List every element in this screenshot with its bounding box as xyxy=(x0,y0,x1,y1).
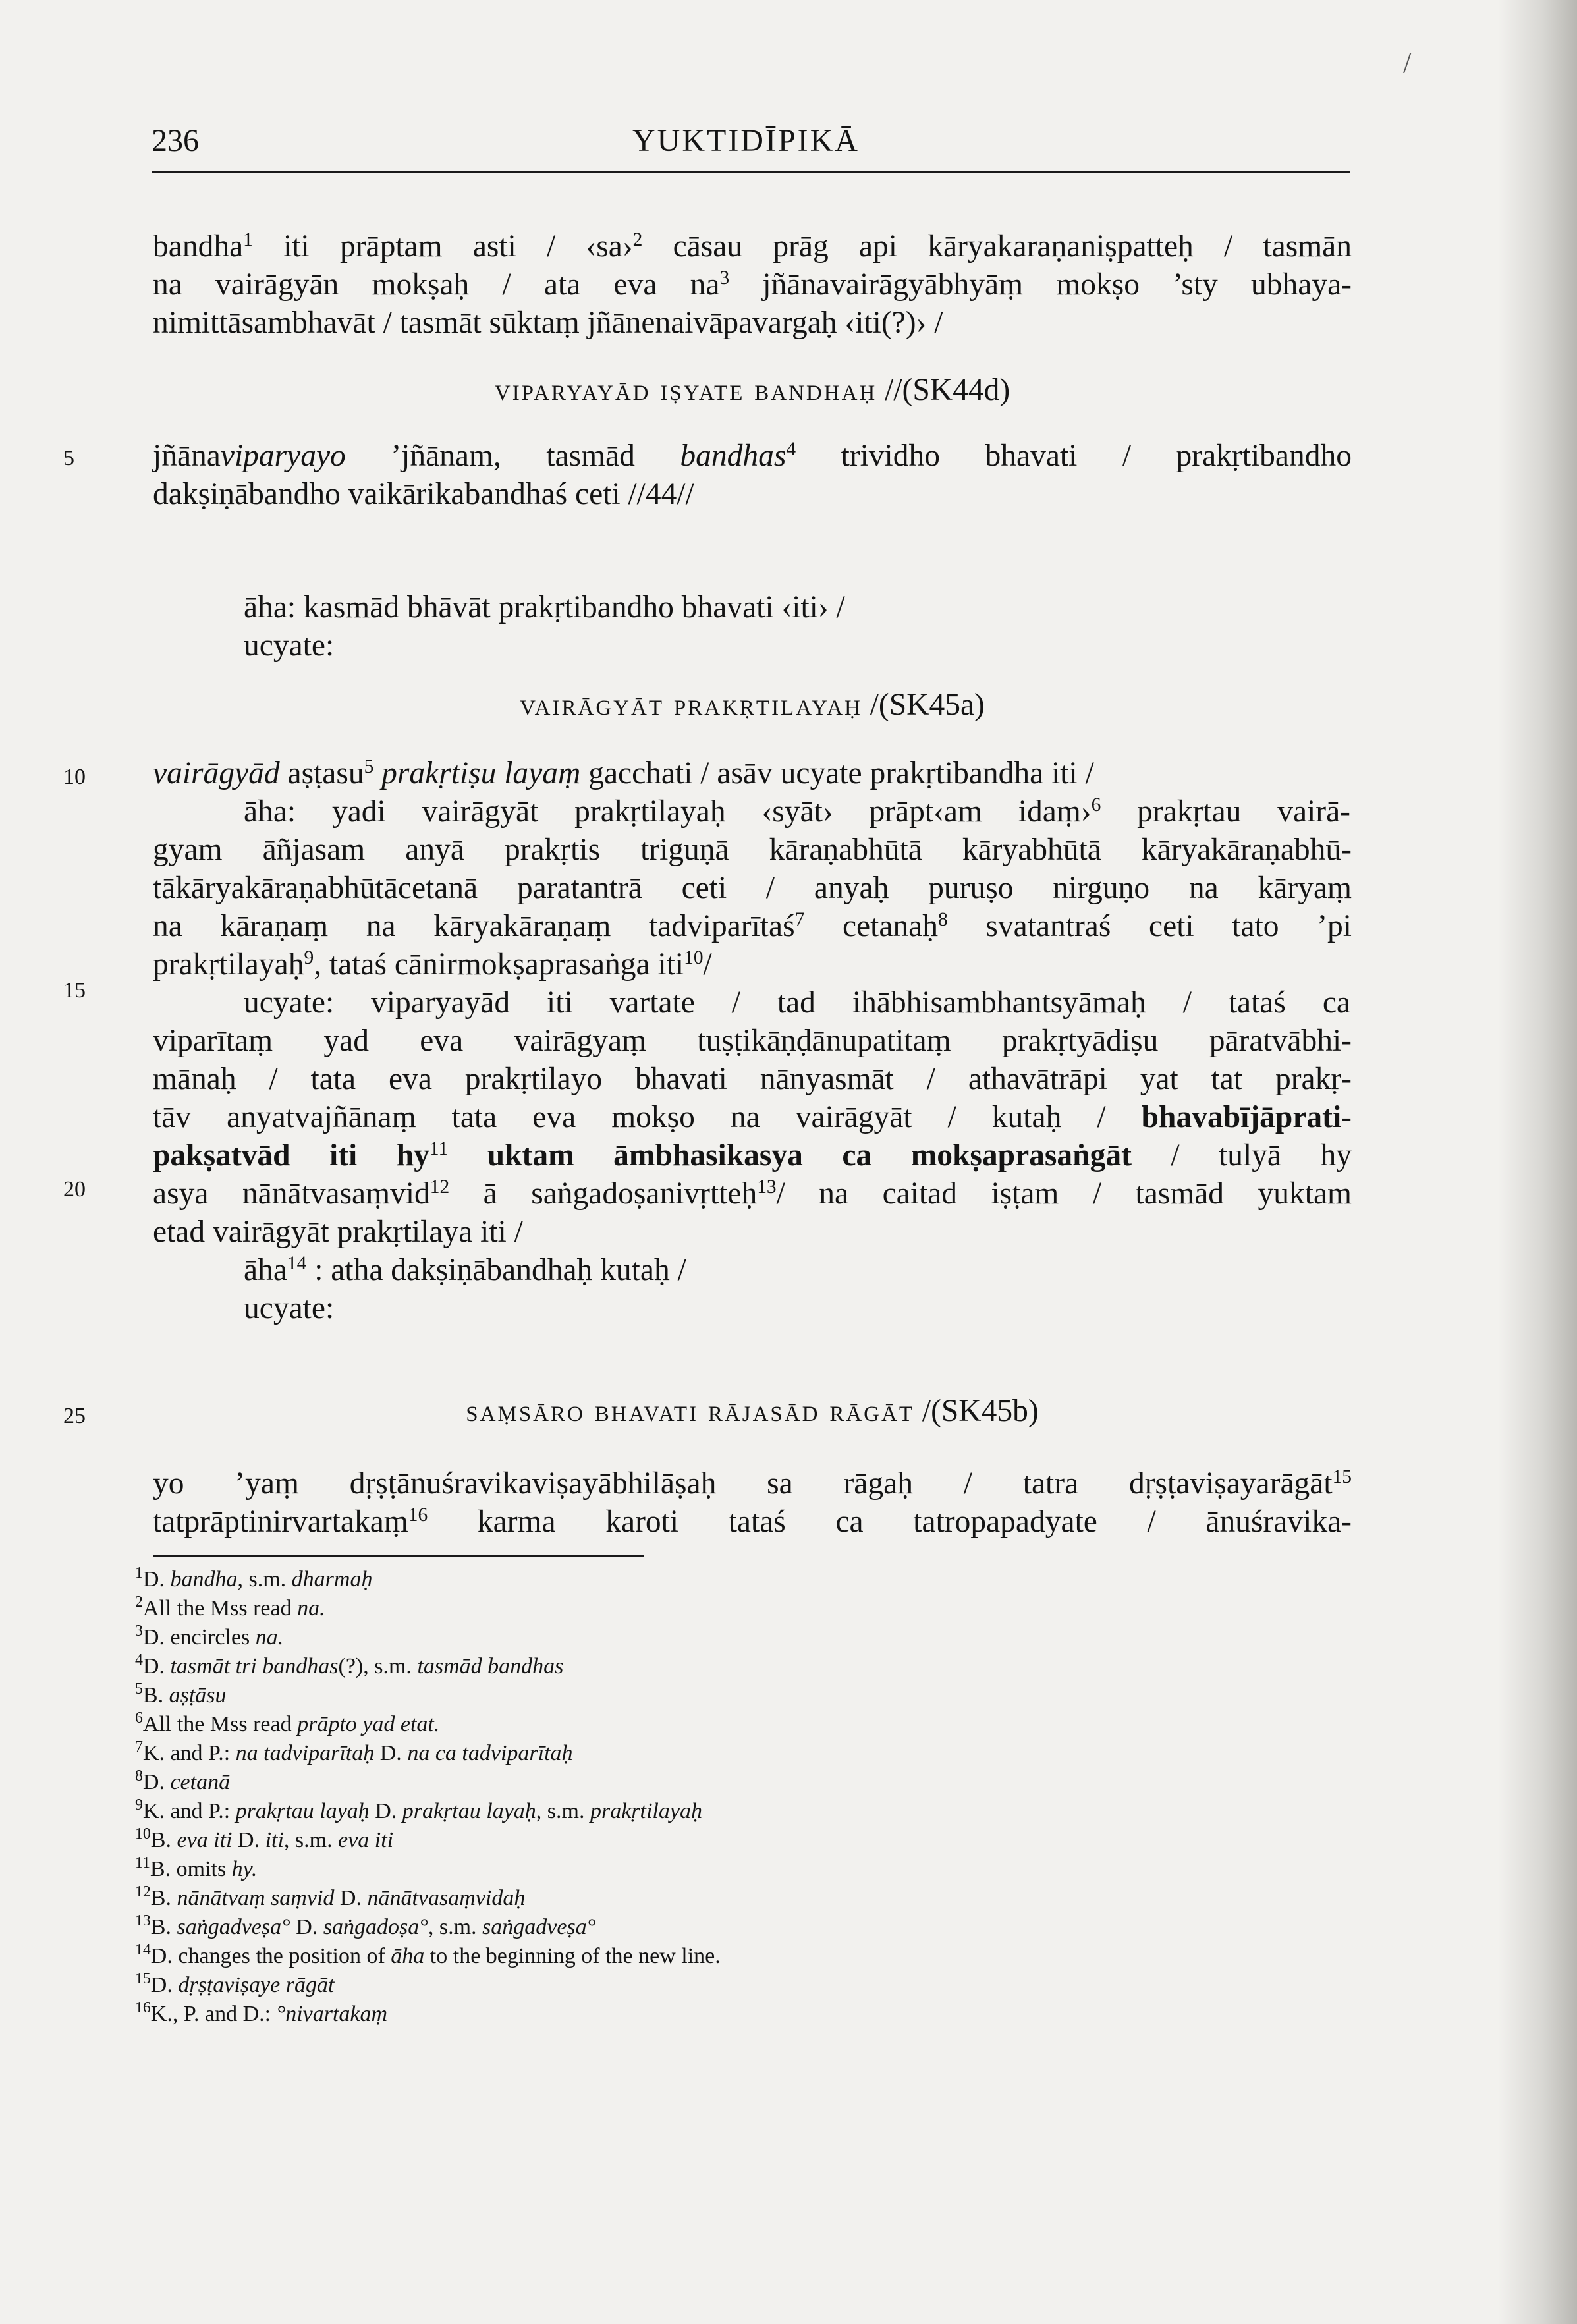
footnote-12: $^{12}$B. nānātvaṃ saṃvid D. nānātvasaṃvidaḥ xyxy=(135,1883,526,1910)
text-line-26: yo ’yaṃ dṛṣṭānuśravikaviṣayābhilāṣaḥ sa rāgaḥ / tatra dṛṣṭaviṣayarāgāt$^{15}$ xyxy=(153,1466,1352,1501)
footnote-16: $^{16}$K., P. and D.: °nivartakaṃ xyxy=(135,1999,388,2026)
line-number-20: 20 xyxy=(63,1177,86,1202)
text-line-7: āha: kasmād bhāvāt prakṛtibandho bhavati ‹iti› / xyxy=(244,590,845,624)
footnote-10: $^{10}$B. eva iti D. iti, s.m. eva iti xyxy=(135,1825,394,1852)
karika-heading-45b: saṃsāro bhavati rājasād rāgāt /(SK45b) xyxy=(466,1394,1039,1428)
karika-heading-45a: vairāgyāt prakṛtilayaḥ /(SK45a) xyxy=(520,688,985,722)
text-line-19: tāv anyatvajñānaṃ tata eva mokṣo na vairāgyāt / kutaḥ / bhavabījāprati- xyxy=(153,1100,1352,1134)
text-line-10: vairāgyād aṣṭasu$^5$ prakṛtiṣu layaṃ gacchati / asāv ucyate prakṛtibandha iti / xyxy=(153,756,1094,790)
footnote-3: $^3$D. encircles na. xyxy=(135,1622,284,1649)
text-line-20: pakṣatvād iti $hy^{11}$ uktam āmbhasikasya ca mokṣaprasaṅgāt / tulyā hy xyxy=(153,1138,1352,1173)
line-number-25: 25 xyxy=(63,1404,86,1428)
page-number: 236 xyxy=(152,123,199,158)
text-line-22: etad vairāgyāt prakṛtilaya iti / xyxy=(153,1215,523,1249)
text-line-1: bandha$^1$ iti prāptam asti / ‹sa›$^2$ cāsau prāg api kāryakaraṇaniṣpatteḥ / tasmān xyxy=(153,229,1352,263)
footnote-rule xyxy=(153,1555,644,1557)
footnote-5: $^5$B. aṣṭāsu xyxy=(135,1680,227,1707)
text-line-17: viparītaṃ yad eva vairāgyaṃ tuṣṭikāṇḍānupatitaṃ prakṛtyādiṣu pāratvābhi- xyxy=(153,1024,1352,1058)
text-line-11: āha: yadi vairāgyāt prakṛtilayaḥ ‹syāt› prāpt‹am idaṃ›$^6$ prakṛtau vairā- xyxy=(244,794,1350,829)
footnote-7: $^7$K. and P.: na tadviparītaḥ D. na ca tadviparītaḥ xyxy=(135,1738,573,1765)
text-line-12: gyam āñjasam anyā prakṛtis triguṇā kāraṇabhūtā kāryabhūtā kāryakāraṇabhū- xyxy=(153,833,1352,867)
footnote-6: $^6$All the Mss read prāpto yad etat. xyxy=(135,1709,440,1736)
text-line-15: prakṛtilayaḥ$^9$, tataś cānirmokṣaprasaṅga iti$^{10}$/ xyxy=(153,947,712,982)
footnote-2: $^2$All the Mss read na. xyxy=(135,1593,325,1620)
text-line-21: asya nānātvasaṃvid$^{12}$ ā saṅgadoṣanivṛtteḥ$^{13}$/ na caitad iṣṭam / tasmād yuktam xyxy=(153,1176,1352,1211)
footnote-15: $^{15}$D. dṛṣṭaviṣaye rāgāt xyxy=(135,1970,335,1997)
footnote-13: $^{13}$B. saṅgadveṣa° D. saṅgadoṣa°, s.m. saṅgadveṣa° xyxy=(135,1912,596,1939)
text-line-27: tatprāptinirvartakaṃ$^{16}$ karma karoti tataś ca tatropapadyate / ānuśravika- xyxy=(153,1504,1352,1539)
line-number-10: 10 xyxy=(63,765,86,789)
text-line-13: tākāryakāraṇabhūtācetanā paratantrā ceti / anyaḥ puruṣo nirguṇo na kāryaṃ xyxy=(153,871,1352,905)
footnote-11: $^{11}$B. omits hy. xyxy=(135,1854,258,1881)
running-title: YUKTIDĪPIKĀ xyxy=(632,123,860,158)
footnote-4: $^4$D. tasmāt tri bandhas(?), s.m. tasmād bandhas xyxy=(135,1651,564,1678)
text-line-8: ucyate: xyxy=(244,628,335,663)
text-line-24: ucyate: xyxy=(244,1291,335,1325)
line-number-5: 5 xyxy=(63,446,74,470)
margin-mark: / xyxy=(1403,47,1412,79)
footnote-8: $^8$D. cetanā xyxy=(135,1767,231,1794)
footnote-14: $^{14}$D. changes the position of āha to the beginning of the new line. xyxy=(135,1941,721,1968)
text-line-16: ucyate: viparyayād iti vartate / tad ihābhisambhantsyāmaḥ / tataś ca xyxy=(244,985,1350,1020)
line-number-15: 15 xyxy=(63,978,86,1003)
text-line-6: dakṣiṇābandho vaikārikabandhaś ceti //44// xyxy=(153,477,694,511)
text-line-18: mānaḥ / tata eva prakṛtilayo bhavati nānyasmāt / athavātrāpi yat tat prakṛ- xyxy=(153,1062,1352,1096)
text-line-5: jñānaviparyayo ’jñānam, tasmād bandhas$^4$ trividho bhavati / prakṛtibandho xyxy=(153,438,1352,473)
footnote-1: $^1$D. bandha, s.m. dharmaḥ xyxy=(135,1564,373,1591)
text-line-23: āha$^{14}$ : atha dakṣiṇābandhaḥ kutaḥ / xyxy=(244,1252,686,1287)
text-line-2: na vairāgyān mokṣaḥ / ata eva $na^3$ jñānavairāgyābhyāṃ mokṣo ’sty ubhaya- xyxy=(153,267,1352,302)
text-line-3: nimittāsambhavāt / tasmāt sūktaṃ jñānenaivāpavargaḥ ‹iti(?)› / xyxy=(153,306,943,340)
text-line-14: na kāraṇaṃ na kāryakāraṇaṃ tadviparītaś$^7$ cetanaḥ$^8$ svatantraś ceti tato ’pi xyxy=(153,908,1352,943)
footnote-9: $^9$K. and P.: prakṛtau layaḥ D. prakṛtau layaḥ, s.m. prakṛtilayaḥ xyxy=(135,1796,702,1823)
binding-gutter-shadow xyxy=(1498,0,1577,2324)
running-header xyxy=(152,123,1350,173)
karika-heading-44d: viparyayād iṣyate bandhaḥ //(SK44d) xyxy=(494,373,1010,407)
